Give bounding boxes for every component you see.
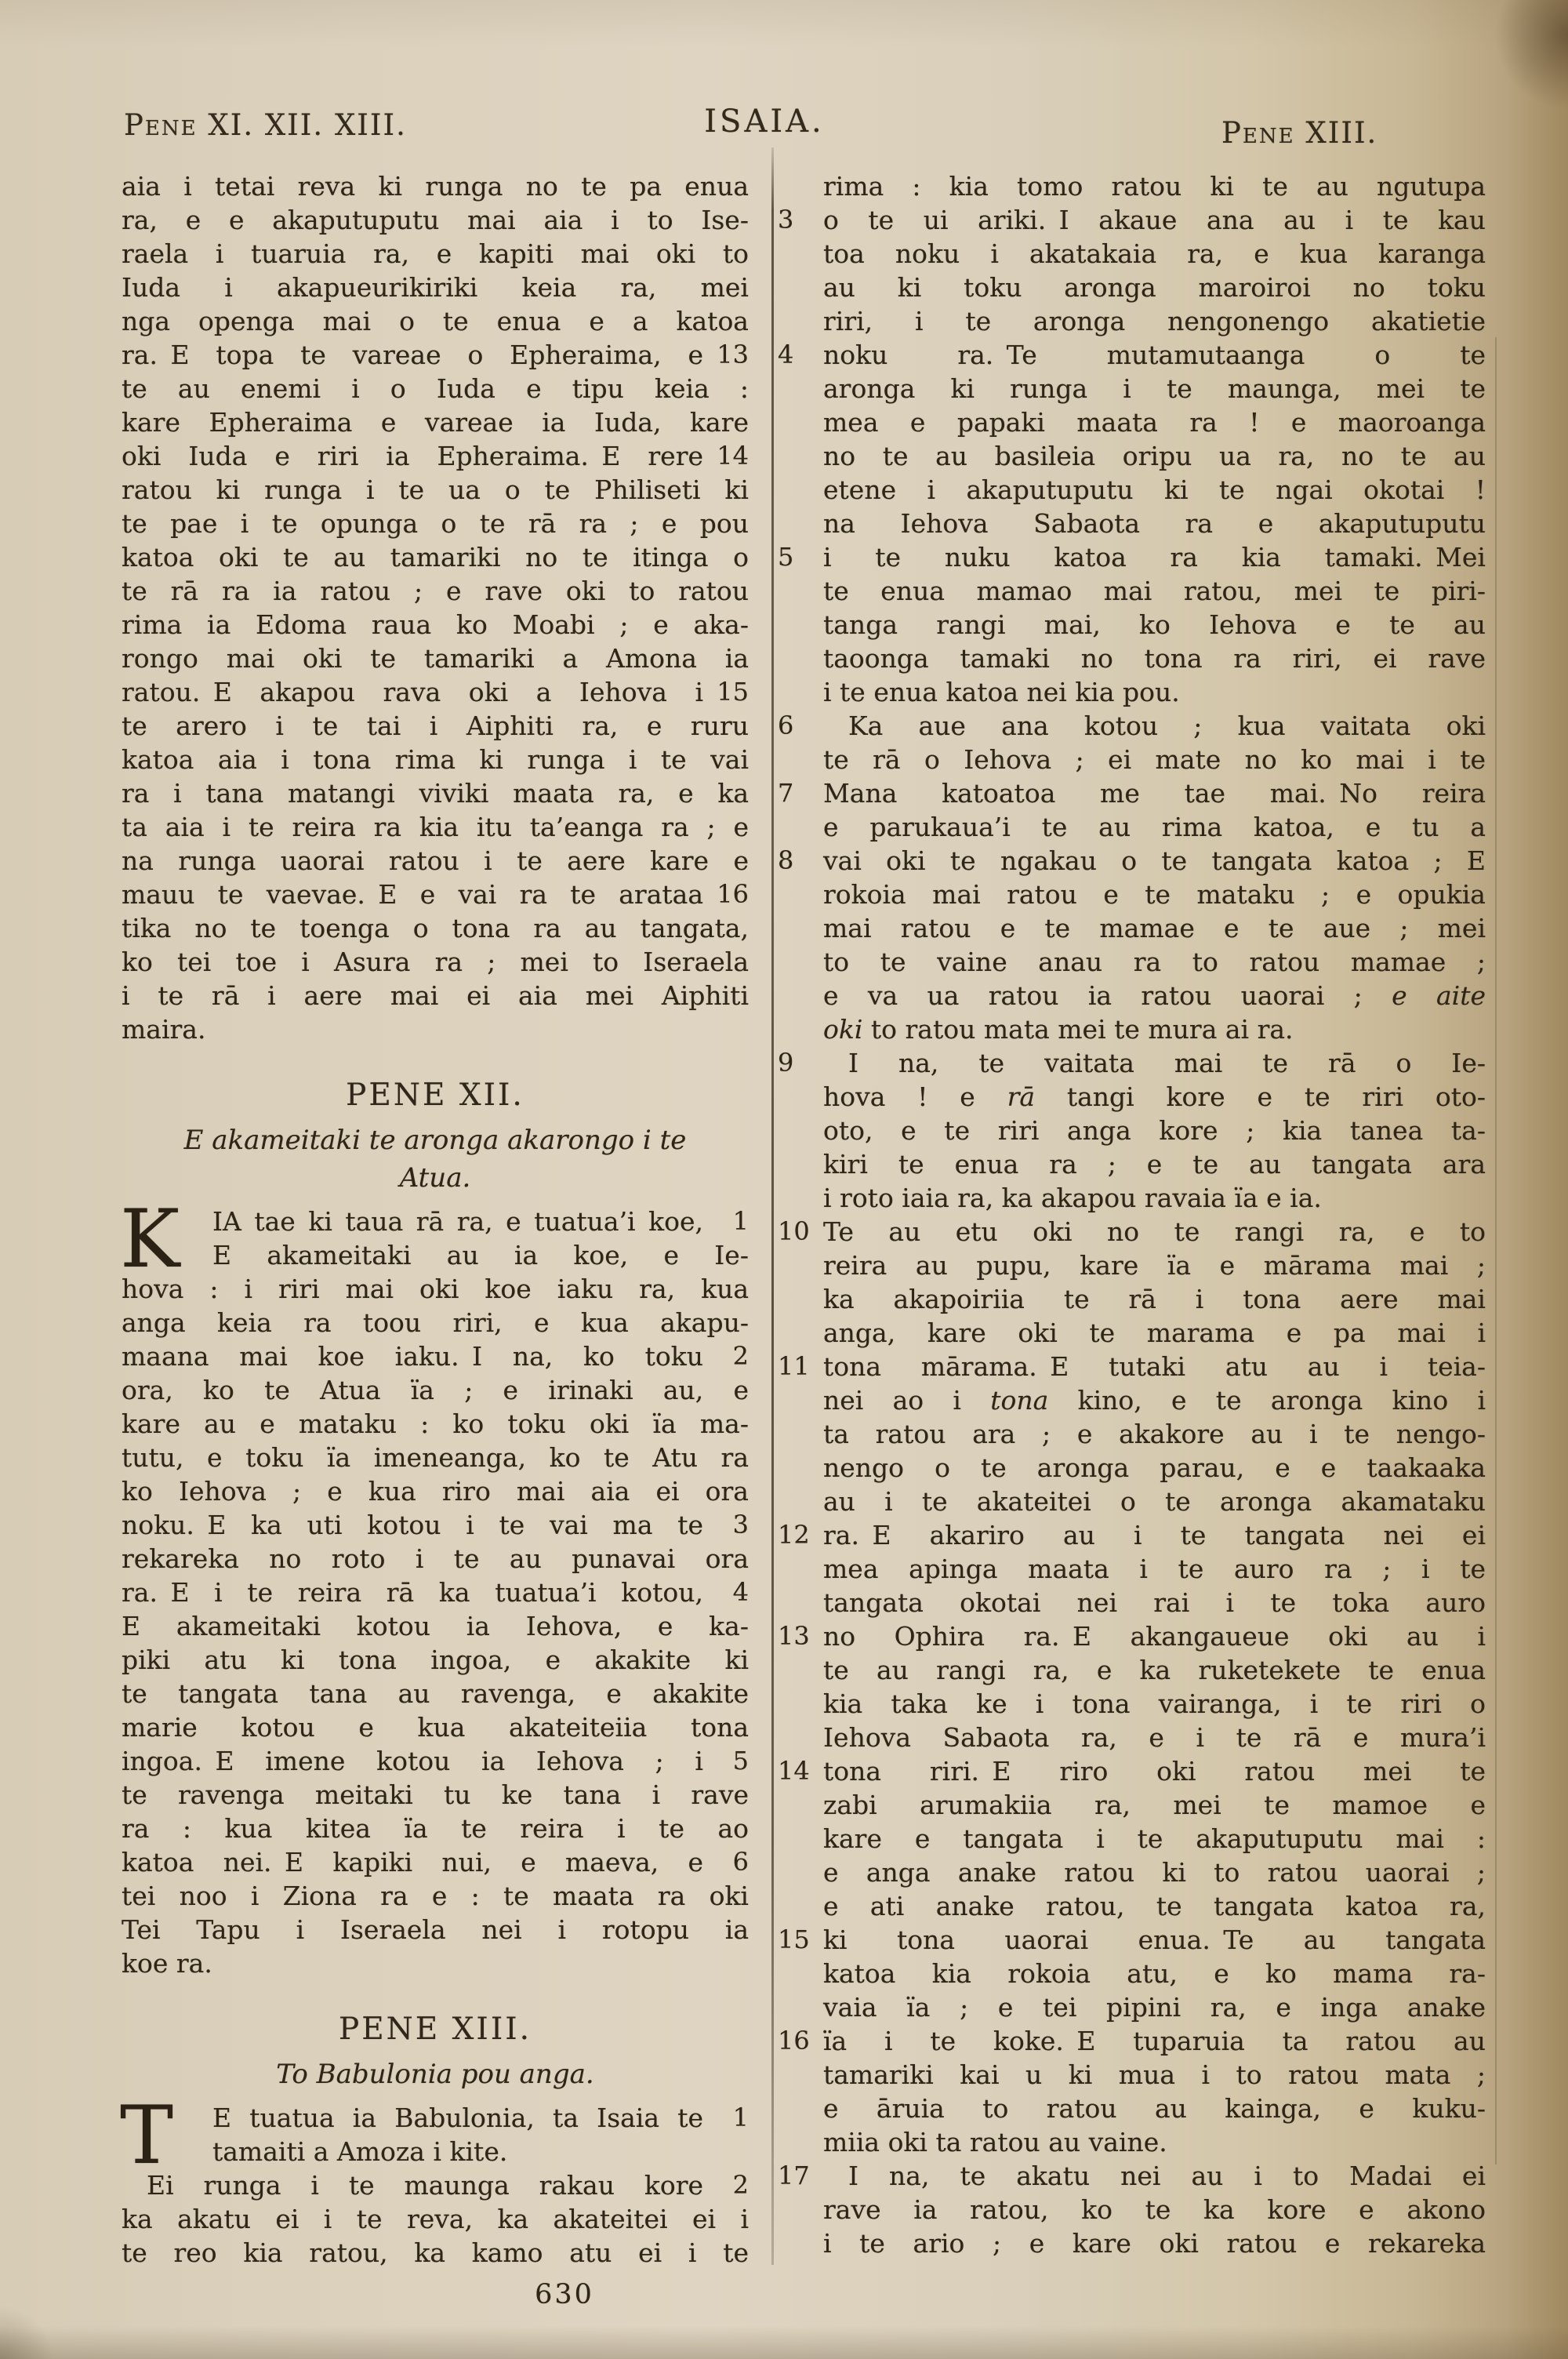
verse-text: etene i akaputuputu ki te ngai okotai ! bbox=[823, 474, 1486, 505]
verse-number: 6 bbox=[732, 1847, 749, 1877]
text-line bbox=[823, 1721, 1486, 1754]
verse-text: Mana katoatoa me tae mai. No reira bbox=[823, 778, 1486, 809]
text-line bbox=[823, 1114, 1486, 1147]
verse-text: te rā o Iehova ; ei mate no ko mai i te bbox=[823, 744, 1486, 775]
page-edge-line bbox=[1495, 337, 1497, 2165]
text-line bbox=[823, 1147, 1486, 1181]
chapter-subtitle-line: Atua. bbox=[399, 1162, 471, 1194]
text-line bbox=[823, 1383, 1486, 1417]
text-line bbox=[122, 1710, 749, 1744]
text-line bbox=[122, 1643, 749, 1677]
text-line bbox=[122, 169, 749, 203]
verse-block bbox=[122, 169, 749, 1046]
verse-text: maira. bbox=[122, 1014, 206, 1045]
text-line bbox=[122, 1012, 749, 1046]
verse-text: ora, ko te Atua ïa ; e irinaki au, e bbox=[122, 1375, 749, 1405]
verse-text: ra. E topa te vareae o Epheraima, e bbox=[122, 340, 703, 370]
drop-cap: T bbox=[120, 2089, 174, 2183]
verse-text: mauu te vaevae. E e vai ra te arataa bbox=[122, 879, 703, 910]
text-line bbox=[122, 844, 749, 878]
verse-text: kia taka ke i tona vairanga, i te riri o bbox=[823, 1688, 1486, 1719]
verse-text: vaia ïa ; e tei pipini ra, e inga anake bbox=[823, 1992, 1486, 2023]
verse-number: 17 bbox=[778, 2161, 810, 2190]
text-line bbox=[823, 2058, 1486, 2092]
verse-text: aronga ki runga i te maunga, mei te bbox=[823, 373, 1486, 404]
text-line bbox=[122, 1474, 749, 1508]
text-line bbox=[778, 1619, 1486, 1653]
text-line bbox=[122, 540, 749, 574]
verse-block bbox=[120, 1193, 749, 1980]
text-line bbox=[122, 709, 749, 743]
verse-text: I na, te vaitata mai te rā o Ie- bbox=[848, 1048, 1486, 1078]
text-line bbox=[823, 1586, 1486, 1619]
verse-text: ki tona uaorai enua. Te au tangata bbox=[823, 1925, 1486, 1955]
right-text-column bbox=[778, 169, 1486, 2260]
verse-number: 3 bbox=[778, 205, 794, 234]
verse-text: oki to ratou mata mei te mura ai ra. bbox=[823, 1014, 1294, 1045]
text-line bbox=[122, 2236, 749, 2270]
verse-text: te arero i te tai i Aiphiti ra, e ruru bbox=[122, 711, 749, 741]
verse-text: rekareka no roto i te au punavai ora bbox=[122, 1543, 749, 1574]
text-line bbox=[823, 1856, 1486, 1889]
text-line bbox=[122, 1778, 749, 1812]
verse-text: anga, kare oki te marama e pa mai i bbox=[823, 1318, 1486, 1348]
text-line bbox=[778, 1350, 1486, 1383]
verse-text: I na, te akatu nei au i to Madai ei bbox=[848, 2161, 1486, 2191]
verse-text: ra : kua kitea ïa te reira i te ao bbox=[122, 1813, 749, 1844]
text-line bbox=[823, 507, 1486, 540]
text-line bbox=[122, 1845, 749, 1879]
text-line bbox=[122, 2168, 749, 2202]
verse-text: hova : i riri mai oki koe iaku ra, kua bbox=[122, 1274, 749, 1304]
text-line bbox=[122, 237, 749, 271]
verse-text: ta ratou ara ; e akakore au i te nengo- bbox=[823, 1419, 1486, 1449]
running-head-right: Pene XIII. bbox=[1221, 116, 1378, 150]
text-line bbox=[122, 776, 749, 810]
text-line bbox=[778, 1754, 1486, 1788]
verse-text: tona riri. E riro oki ratou mei te bbox=[823, 1756, 1486, 1787]
verse-text: tamaiti a Amoza i kite. bbox=[212, 2136, 508, 2167]
text-line bbox=[122, 1407, 749, 1441]
text-line bbox=[122, 1677, 749, 1710]
verse-text: te reo kia ratou, ka kamo atu ei i te bbox=[122, 2237, 749, 2268]
text-line bbox=[823, 1990, 1486, 2024]
verse-text: tutu, e toku ïa imeneanga, ko te Atu ra bbox=[122, 1442, 749, 1473]
text-line bbox=[122, 473, 749, 507]
verse-number: 11 bbox=[778, 1351, 810, 1381]
verse-text: noku. E ka uti kotou i te vai ma te bbox=[122, 1510, 703, 1540]
verse-text: noku ra. Te mutamutaanga o te bbox=[823, 340, 1486, 370]
verse-text: ra i tana matangi viviki maata ra, e ka bbox=[122, 778, 749, 809]
verse-text: ko Iehova ; e kua riro mai aia ei ora bbox=[122, 1476, 749, 1507]
verse-number: 14 bbox=[717, 441, 749, 471]
text-line bbox=[823, 608, 1486, 642]
verse-text: kare e tangata i te akaputuputu mai : bbox=[823, 1823, 1486, 1854]
verse-text: ratou ki runga i te ua o te Philiseti ki bbox=[122, 474, 749, 505]
verse-number: 1 bbox=[732, 1206, 749, 1236]
text-line bbox=[778, 776, 1486, 810]
chapter-heading: PENE XII. bbox=[346, 1078, 524, 1113]
verse-text: ra. E i te reira rā ka tuatua’i kotou, bbox=[122, 1577, 703, 1608]
text-line bbox=[823, 1552, 1486, 1586]
verse-text: katoa nei. E kapiki nui, e maeva, e bbox=[122, 1847, 703, 1877]
text-line bbox=[122, 1576, 749, 1609]
text-line bbox=[823, 237, 1486, 271]
verse-number: 15 bbox=[778, 1925, 810, 1954]
verse-number: 9 bbox=[778, 1048, 794, 1078]
verse-text: ra. E akariro au i te tangata nei ei bbox=[823, 1520, 1486, 1550]
verse-text: i te nuku katoa ra kia tamaki. Mei bbox=[823, 542, 1486, 572]
verse-number: 13 bbox=[717, 340, 749, 369]
text-line bbox=[122, 911, 749, 945]
verse-text: anga keia ra toou riri, e kua akapu- bbox=[122, 1307, 749, 1338]
verse-text: toa noku i akatakaia ra, e kua karanga bbox=[823, 238, 1486, 269]
verse-text: aia i tetai reva ki runga no te pa enua bbox=[122, 171, 749, 202]
text-line bbox=[122, 1508, 749, 1542]
verse-text: katoa kia rokoia atu, e ko mama ra- bbox=[823, 1958, 1486, 1989]
text-line bbox=[778, 2159, 1486, 2193]
verse-number: 16 bbox=[778, 2026, 810, 2055]
verse-text: tanga rangi mai, ko Iehova e te au bbox=[823, 609, 1486, 640]
text-line bbox=[778, 2024, 1486, 2058]
verse-text: E akameitaki au ia koe, e Ie- bbox=[212, 1240, 749, 1270]
text-line bbox=[778, 709, 1486, 743]
text-line bbox=[823, 1822, 1486, 1856]
verse-number: 8 bbox=[778, 845, 794, 875]
verse-text: marie kotou e kua akateiteiia tona bbox=[122, 1712, 749, 1743]
verse-text: te au enemi i o Iuda e tipu keia : bbox=[122, 373, 749, 404]
verse-text: mea apinga maata i te auro ra ; i te bbox=[823, 1554, 1486, 1584]
verse-text: ta aia i te reira ra kia itu ta’eanga ra ; e bbox=[122, 812, 749, 842]
verse-text: koe ra. bbox=[122, 1948, 212, 1979]
verse-text: no Ophira ra. E akangaueue oki au i bbox=[823, 1621, 1486, 1652]
verse-text: ratou. E akapou rava oki a Iehova i bbox=[122, 677, 703, 707]
text-line bbox=[122, 675, 749, 709]
text-line bbox=[122, 743, 749, 776]
text-line bbox=[823, 304, 1486, 338]
text-line bbox=[122, 507, 749, 540]
verse-text: Iehova Sabaota ra, e i te rā e mura’i bbox=[823, 1722, 1486, 1753]
text-line bbox=[778, 844, 1486, 878]
verse-text: e va ua ratou ia ratou uaorai ; e aite bbox=[823, 980, 1486, 1011]
verse-text: rima ia Edoma raua ko Moabi ; e aka- bbox=[122, 609, 749, 640]
text-line bbox=[823, 675, 1486, 709]
verse-text: rokoia mai ratou e te mataku ; e opukia bbox=[823, 879, 1486, 910]
verse-text: e parukaua’i te au rima katoa, e tu a bbox=[823, 812, 1486, 842]
text-line bbox=[122, 271, 749, 304]
text-line bbox=[823, 574, 1486, 608]
chapter-subtitle bbox=[122, 2055, 749, 2093]
verse-number: 13 bbox=[778, 1621, 810, 1651]
text-line bbox=[823, 979, 1486, 1012]
verse-number: 5 bbox=[778, 542, 794, 572]
verse-text: au i te akateitei o te aronga akamataku bbox=[823, 1486, 1486, 1517]
text-line bbox=[122, 304, 749, 338]
verse-text: oto, e te riri anga kore ; kia tanea ta- bbox=[823, 1115, 1486, 1146]
text-line bbox=[122, 574, 749, 608]
verse-text: e anga anake ratou ki to ratou uaorai ; bbox=[823, 1857, 1486, 1888]
verse-text: nengo o te aronga parau, e e taakaaka bbox=[823, 1452, 1486, 1483]
text-line bbox=[823, 1181, 1486, 1215]
verse-number: 7 bbox=[778, 778, 794, 808]
text-line bbox=[122, 338, 749, 372]
text-line bbox=[122, 979, 749, 1012]
verse-text: ingoa. E imene kotou ia Iehova ; i bbox=[122, 1746, 703, 1776]
text-line bbox=[823, 878, 1486, 911]
verse-text: na Iehova Sabaota ra e akaputuputu bbox=[823, 508, 1486, 539]
text-line bbox=[122, 2101, 749, 2135]
verse-text: kiri te enua ra ; e te au tangata ara bbox=[823, 1149, 1486, 1180]
text-line bbox=[122, 608, 749, 642]
text-line bbox=[122, 2135, 749, 2168]
text-line bbox=[122, 372, 749, 405]
verse-text: na runga uaorai ratou i te aere kare e bbox=[122, 845, 749, 876]
verse-text: oki Iuda e riri ia Epheraima. E rere bbox=[122, 441, 703, 471]
verse-number: 4 bbox=[778, 340, 794, 369]
verse-text: rima : kia tomo ratou ki te au ngutupa bbox=[823, 171, 1486, 202]
verse-text: te ravenga meitaki tu ke tana i rave bbox=[122, 1779, 749, 1810]
verse-text: te tangata tana au ravenga, e akakite bbox=[122, 1678, 749, 1709]
verse-text: te pae i te opunga o te rā ra ; e pou bbox=[122, 508, 749, 539]
verse-number: 4 bbox=[732, 1577, 749, 1607]
text-line bbox=[122, 1946, 749, 1980]
verse-text: taoonga tamaki no tona ra riri, ei rave bbox=[823, 643, 1486, 674]
verse-text: ka akapoiriia te rā i tona aere mai bbox=[823, 1284, 1486, 1314]
verse-text: zabi arumakiia ra, mei te mamoe e bbox=[823, 1790, 1486, 1820]
verse-text: Iuda i akapueurikiriki keia ra, mei bbox=[122, 272, 749, 303]
verse-number: 15 bbox=[717, 677, 749, 707]
text-line bbox=[122, 1272, 749, 1306]
text-line bbox=[823, 945, 1486, 979]
verse-text: Ka aue ana kotou ; kua vaitata oki bbox=[848, 711, 1486, 741]
verse-text: te enua mamao mai ratou, mei te piri- bbox=[823, 576, 1486, 606]
text-line bbox=[823, 372, 1486, 405]
text-line bbox=[778, 1215, 1486, 1249]
text-line bbox=[122, 2202, 749, 2236]
verse-text: katoa aia i tona rima ki runga i te vai bbox=[122, 744, 749, 775]
verse-text: riri, i te aronga nengonengo akatietie bbox=[823, 306, 1486, 336]
verse-number: 12 bbox=[778, 1520, 810, 1550]
text-line bbox=[122, 642, 749, 675]
text-line bbox=[122, 1812, 749, 1845]
verse-number: 10 bbox=[778, 1216, 810, 1246]
text-line bbox=[122, 945, 749, 979]
verse-text: o te ui ariki. I akaue ana au i te kau bbox=[823, 205, 1486, 235]
text-line bbox=[823, 2193, 1486, 2226]
text-line bbox=[823, 1653, 1486, 1687]
text-line bbox=[823, 1889, 1486, 1923]
text-line bbox=[823, 1012, 1486, 1046]
verse-text: i te ario ; e kare oki ratou e rekareka bbox=[823, 2228, 1486, 2259]
page-number: 630 bbox=[535, 2279, 594, 2310]
verse-text: kare au e mataku : ko toku oki ïa ma- bbox=[122, 1408, 749, 1439]
verse-text: i te rā i aere mai ei aia mei Aiphiti bbox=[122, 980, 749, 1011]
text-line bbox=[122, 1913, 749, 1946]
verse-text: vai oki te ngakau o te tangata katoa ; E bbox=[823, 845, 1486, 876]
verse-text: ka akatu ei i te reva, ka akateitei ei i bbox=[122, 2204, 749, 2234]
text-line bbox=[823, 473, 1486, 507]
verse-text: tika no te toenga o tona ra au tangata, bbox=[122, 913, 749, 943]
verse-text: i roto iaia ra, ka akapou ravaia ïa e ia. bbox=[823, 1183, 1322, 1213]
text-line bbox=[823, 743, 1486, 776]
text-line bbox=[122, 1879, 749, 1913]
text-line bbox=[823, 2226, 1486, 2260]
verse-text: IA tae ki taua rā ra, e tuatua’i koe, bbox=[212, 1206, 703, 1237]
verse-text: au ki toku aronga maroiroi no toku bbox=[823, 272, 1486, 303]
text-line bbox=[823, 169, 1486, 203]
text-line bbox=[823, 810, 1486, 844]
text-line bbox=[122, 1542, 749, 1576]
text-line bbox=[823, 271, 1486, 304]
verse-text: maana mai koe iaku. I na, ko toku bbox=[122, 1341, 703, 1372]
verse-text: piki atu ki tona ingoa, e akakite ki bbox=[122, 1645, 749, 1675]
text-line bbox=[778, 1923, 1486, 1957]
verse-text: nei ao i tona kino, e te aronga kino i bbox=[823, 1385, 1486, 1416]
running-head-left: Pene XI. XII. XIII. bbox=[124, 108, 407, 142]
verse-number: 2 bbox=[732, 1341, 749, 1371]
text-line bbox=[823, 1957, 1486, 1990]
chapter-heading: PENE XIII. bbox=[338, 2012, 532, 2047]
verse-number: 14 bbox=[778, 1756, 810, 1786]
verse-number: 5 bbox=[732, 1746, 749, 1776]
verse-text: hova ! e rā tangi kore e te riri oto- bbox=[823, 1081, 1486, 1112]
chapter-subtitle-line: To Babulonia pou anga. bbox=[276, 2059, 594, 2090]
left-text-column bbox=[122, 169, 749, 2270]
text-line bbox=[778, 540, 1486, 574]
text-line bbox=[122, 1609, 749, 1643]
text-line bbox=[823, 1417, 1486, 1451]
verse-text: nga openga mai o te enua e a katoa bbox=[122, 306, 749, 336]
verse-text: te rā ra ia ratou ; e rave oki to ratou bbox=[122, 576, 749, 606]
column-divider-rule bbox=[771, 147, 774, 2265]
verse-text: tei noo i Ziona ra e : te maata ra oki bbox=[122, 1881, 749, 1911]
verse-text: ko tei toe i Asura ra ; mei to Iseraela bbox=[122, 947, 749, 977]
text-line bbox=[122, 1306, 749, 1339]
verse-text: tamariki kai u ki mua i to ratou mata ; bbox=[823, 2059, 1486, 2090]
verse-number: 16 bbox=[717, 879, 749, 909]
verse-block bbox=[778, 169, 1486, 2260]
text-line bbox=[778, 338, 1486, 372]
verse-text: rongo mai oki te tamariki a Amona ia bbox=[122, 643, 749, 674]
text-line bbox=[778, 1518, 1486, 1552]
text-line bbox=[122, 1744, 749, 1778]
text-line bbox=[823, 2125, 1486, 2159]
verse-number: 3 bbox=[732, 1510, 749, 1539]
verse-number: 1 bbox=[732, 2103, 749, 2132]
chapter-subtitle-line: E akameitaki te aronga akarongo i te bbox=[183, 1125, 687, 1156]
verse-text: kare Epheraima e vareae ia Iuda, kare bbox=[122, 407, 749, 438]
verse-text: to te vaine anau ra to ratou mamae ; bbox=[823, 947, 1486, 977]
verse-text: no te au basileia oripu ua ra, no te au bbox=[823, 441, 1486, 471]
verse-text: reira au pupu, kare ïa e mārama mai ; bbox=[823, 1250, 1486, 1281]
verse-text: Te au etu oki no te rangi ra, e to bbox=[823, 1216, 1486, 1247]
text-line bbox=[778, 203, 1486, 237]
chapter-subtitle bbox=[122, 1121, 749, 1197]
verse-text: rave ia ratou, ko te ka kore e akono bbox=[823, 2194, 1486, 2225]
verse-text: ïa i te koke. E tuparuia ta ratou au bbox=[823, 2026, 1486, 2056]
text-line bbox=[122, 203, 749, 237]
verse-text: Tei Tapu i Iseraela nei i rotopu ia bbox=[122, 1914, 749, 1945]
text-line bbox=[823, 1080, 1486, 1114]
text-line bbox=[122, 878, 749, 911]
text-line bbox=[122, 1373, 749, 1407]
verse-block bbox=[120, 2089, 749, 2270]
text-line bbox=[122, 439, 749, 473]
text-line bbox=[823, 405, 1486, 439]
text-line bbox=[823, 911, 1486, 945]
text-line bbox=[122, 1238, 749, 1272]
verse-text: tona mārama. E tutaki atu au i teia- bbox=[823, 1351, 1486, 1382]
text-line bbox=[122, 1205, 749, 1238]
verse-text: e āruia to ratou au kainga, e kuku- bbox=[823, 2093, 1486, 2124]
text-line bbox=[823, 1485, 1486, 1518]
verse-text: E tuatua ia Babulonia, ta Isaia te bbox=[212, 2103, 703, 2133]
text-line bbox=[823, 1451, 1486, 1485]
verse-text: katoa oki te au tamariki no te itinga o bbox=[122, 542, 749, 572]
verse-text: Ei runga i te maunga rakau kore bbox=[147, 2170, 703, 2201]
text-line bbox=[122, 810, 749, 844]
text-line bbox=[823, 642, 1486, 675]
text-line bbox=[823, 439, 1486, 473]
drop-cap: K bbox=[120, 1193, 180, 1286]
running-head-title: ISAIA. bbox=[704, 104, 825, 140]
verse-text: te au rangi ra, e ka ruketekete te enua bbox=[823, 1655, 1486, 1685]
text-line bbox=[122, 1339, 749, 1373]
verse-text: miia oki ta ratou au vaine. bbox=[823, 2127, 1167, 2157]
verse-text: mea e papaki maata ra ! e maoroanga bbox=[823, 407, 1486, 438]
verse-number: 2 bbox=[732, 2170, 749, 2200]
text-line bbox=[122, 405, 749, 439]
verse-text: mai ratou e te mamae e te aue ; mei bbox=[823, 913, 1486, 943]
text-line bbox=[823, 1282, 1486, 1316]
verse-text: i te enua katoa nei kia pou. bbox=[823, 677, 1180, 707]
text-line bbox=[823, 1249, 1486, 1282]
text-line bbox=[823, 1687, 1486, 1721]
text-line bbox=[823, 1788, 1486, 1822]
verse-text: E akameitaki kotou ia Iehova, e ka- bbox=[122, 1611, 749, 1641]
text-line bbox=[823, 1316, 1486, 1350]
text-line bbox=[778, 1046, 1486, 1080]
verse-text: tangata okotai nei rai i te toka auro bbox=[823, 1587, 1486, 1618]
verse-text: raela i tuaruia ra, e kapiti mai oki to bbox=[122, 238, 749, 269]
verse-text: e ati anake ratou, te tangata katoa ra, bbox=[823, 1891, 1486, 1921]
text-line bbox=[122, 1441, 749, 1474]
verse-number: 6 bbox=[778, 711, 794, 740]
verse-text: ra, e e akaputuputu mai aia i to Ise- bbox=[122, 205, 749, 235]
text-line bbox=[823, 2092, 1486, 2125]
